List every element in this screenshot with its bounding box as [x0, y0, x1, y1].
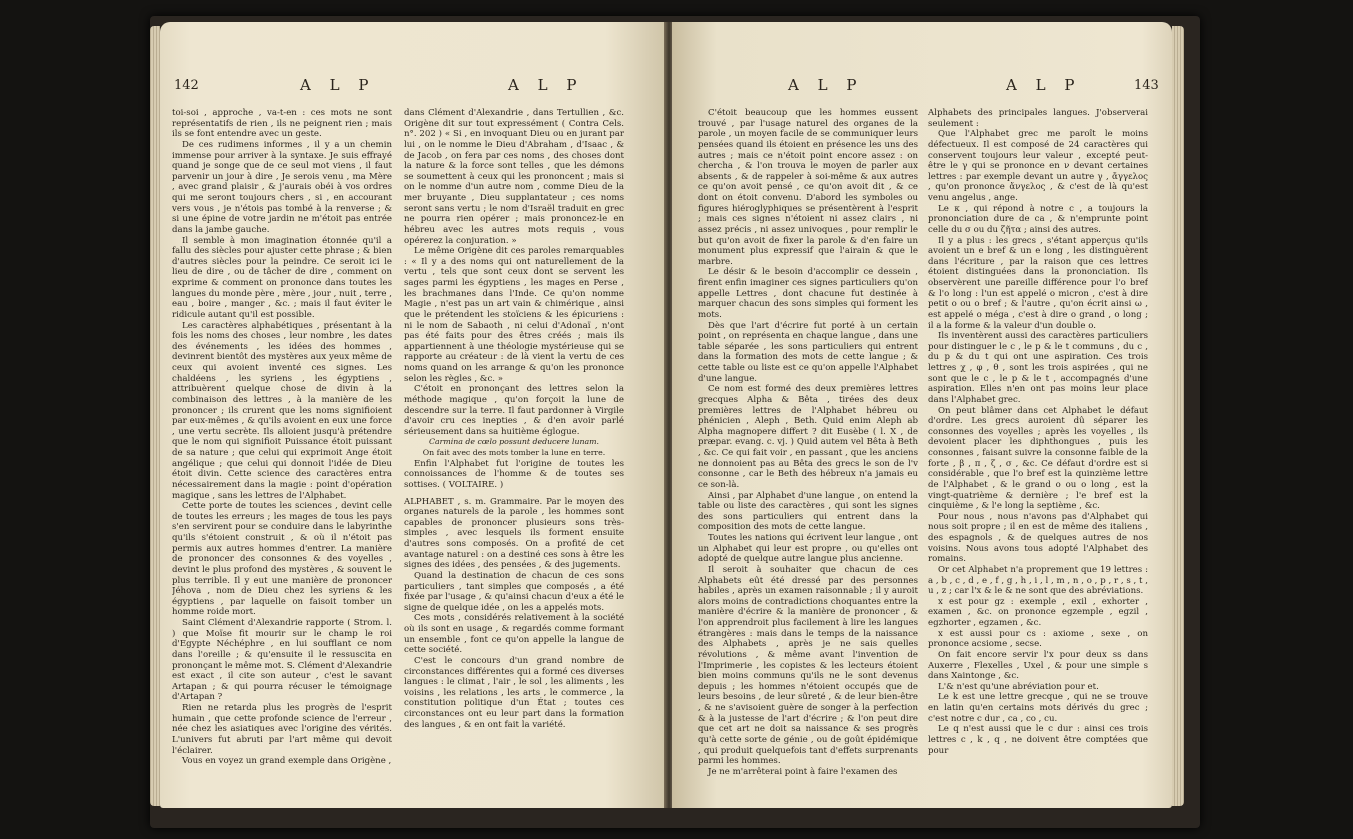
paragraph: x est pour gz : exemple , exil , exhorter , examen , &c. on prononce egzemple , egzil , egzhorter , egzamen , &c.: [928, 596, 1148, 628]
paragraph: Cette porte de toutes les sciences , devint celle de toutes les erreurs ; les mages de tous les pays s'en servirent pour se conduire dans le labyrinthe qu'ils s'étoient construit , & où il n'étoit pas permis aux autres hommes d'entrer. La manière de prononcer des consonnes & des voyelles , devint le plus profond des mystères , & souvent le plus terrible. Il y eut une manière de prononcer Jéhova , nom de Dieu chez les syriens & les égyptiens , par laquelle on faisoit tomber un homme roide mort.: [172, 501, 392, 618]
paragraph: Le k est une lettre grecque , qui ne se trouve en latin qu'en certains mots dérivés du grec ; c'est notre c dur , ca , co , cu.: [928, 692, 1148, 724]
paragraph: Saint Clément d'Alexandrie rapporte ( Strom. l. ) que Moïse fit mourir sur le champ le roi d'Egypte Néchéphre , en lui soufflant ce nom dans l'oreille ; & qu'ensuite il le ressuscita en prononçant le même mot. S. Clément d'Alexandrie est exact , il cite son auteur , c'est le savant Artapan ; & qui pourra récuser le témoignage d'Artapan ?: [172, 618, 392, 703]
left-page-edges: [150, 26, 160, 806]
right-page: [672, 22, 1172, 808]
paragraph: x est aussi pour cs : axiome , sexe , on prononce acsiome , secse.: [928, 628, 1148, 650]
paragraph: Toutes les nations qui écrivent leur langue , ont un Alphabet qui leur est propre , ou qu'elles ont adopté de quelque autre langue plus ancienne.: [698, 533, 918, 565]
paragraph: Quand la destination de chacun de ces sons particuliers , tant simples que composés , a été fixée par l'usage , & qu'ainsi chacun d'eux a été le signe de quelque idée , on les a appelés mots.: [404, 570, 624, 613]
paragraph: Je ne m'arrêterai point à faire l'examen des: [708, 766, 898, 777]
paragraph: Il seroit à souhaiter que chacun de ces Alphabets eût été dressé par des personnes habiles , après un examen raisonnable ; il y auroit alors moins de contradictions choquantes entre la manière d'écrire & la manière de prononcer , & l'on apprendroit plus facilement à lire les langues étrangères : mais dans le temps de la naissance des Alphabets , après je ne sais quelles révolutions , & même avant l'invention de l'Imprimerie , les copistes & les lecteurs étoient bien moins communs qu'ils ne le sont devenus depuis ; les hommes n'étoient occupés que de leurs besoins , de leur sûreté , & de leur bien-être , & ne s'avisoient guère de songer à la perfection & à la justesse de l'art d'écrire ; & l'on peut dire que cet art ne doit sa naissance & ses progrès qu'à cette sorte de génie , ou de goût épidémique , qui produit quelquefois tant d'effets surprenants parmi les hommes.: [698, 564, 918, 767]
paragraph: Vous en voyez un grand exemple dans Origène ,: [182, 756, 392, 767]
latin-quote: Carmina de cœlo possunt deducere lunam.: [428, 437, 600, 447]
right-column-1: [698, 108, 918, 800]
paragraph: C'étoit en prononçant des lettres selon la méthode magique , qu'on forçoit la lune de descendre sur la terre. Il faut pardonner à Virgile d'avoir cru ces inepties , & d'en avoir parlé sérieusement dans sa huitième églogue.: [404, 384, 624, 437]
right-page-number: 143: [1134, 78, 1159, 93]
left-page: [160, 22, 666, 808]
paragraph: On fait encore servir l'x pour deux ss dans Auxerre , Flexelles , Uxel , & pour une simple s dans Xaintonge , &c.: [928, 649, 1148, 682]
paragraph: Enfin l'Alphabet fut l'origine de toutes les connoissances de l'homme & de toutes ses sottises. ( VOLTAIRE. ): [404, 458, 624, 490]
paragraph: Il semble à mon imagination étonnée qu'il a fallu des siècles pour ajuster cette phrase ; & bien d'autres siècles pour la peindre. Ce seroit ici le lieu de dire , ou de tâcher de dire , comment on exprime & comment on prononce dans toutes les langues du monde père , mère , jour , nuit , terre , eau , boire , manger , &c. ; mais il faut éviter le ridicule autant qu'il est possible.: [172, 235, 392, 320]
left-header-2: A L P: [508, 76, 584, 94]
right-header-2: A L P: [1006, 76, 1082, 94]
paragraph: L'& n'est qu'une abréviation pour et.: [938, 681, 1099, 692]
paragraph: Alphabets des principales langues. J'observerai seulement :: [928, 108, 1148, 129]
paragraph: Ce nom est formé des deux premières lettres grecques Alpha & Bêta , tirées des deux premières lettres de l'Alphabet hébreu ou phénicien , Aleph , Beth. Quid enim Aleph ab Alpha magnopere differt ? dit Eusèbe ( l. X , de præpar. evang. c. vj. ) Quid autem vel Bêta à Beth , &c. Ce qui fait voir , en passant , que les anciens ne donnoient pas au Bêta des grecs le son de l'v consonne , car le Beth des hébreux n'a jamais eu ce son-là.: [698, 384, 918, 490]
paragraph: Ces mots , considérés relativement à la société où ils sont en usage , & regardés comme formant un ensemble , font ce qu'on appelle la langue de cette société.: [404, 613, 624, 656]
left-column-2: [404, 108, 624, 800]
paragraph: On peut blâmer dans cet Alphabet le défaut d'ordre. Les grecs auroient dû séparer les consonnes des voyelles ; après les voyelles , ils devoient placer les diphthongues , puis les consonnes , faisant suivre la consonne faible de la forte , β , π , ζ , σ , &c. Ce défaut d'ordre est si considérable , que l'o bref est la quinzième lettre de l'Alphabet , & le grand o ou o long , est la vingt-quatrième & dernière ; l'e bref est la cinquième , & l'e long la septième , &c.: [928, 405, 1148, 512]
paragraph: Or cet Alphabet n'a proprement que 19 lettres : a , b , c , d , e , f , g , h , i , l , m , n , o , p , r , s , t , u , z ; car l'x & le & ne sont que des abréviations.: [928, 564, 1148, 597]
quote-translation: On fait avec des mots tomber la lune en terre.: [422, 448, 606, 457]
left-header-1: A L P: [300, 76, 376, 94]
paragraph: Pour nous , nous n'avons pas d'Alphabet qui nous soit propre ; il en est de même des italiens , des espagnols , & de quelques autres de nos voisins. Nous avons tous adopté l'Alphabet des romains.: [928, 511, 1148, 565]
paragraph: De ces rudimens informes , il y a un chemin immense pour arriver à la syntaxe. Je suis effrayé quand je songe que de ce seul mot viens , il faut parvenir un jour à dire , Je serois venu , ma Mère , avec grand plaisir , & j'aurais obéi à vos ordres qui me seront toujours chers , si , en accourant vers vous , je n'étois pas tombé à la renverse ; & si une épine de votre jardin ne m'étoit pas entrée dans la jambe gauche.: [172, 139, 392, 235]
paragraph: dans Clément d'Alexandrie , dans Tertullien , &c. Origène dit sur tout expressément ( Contra Cels. n°. 202 ) « Si , en invoquant Dieu ou en jurant par lui , on le nomme le Dieu d'Abraham , d'Isaac , & de Jacob , on fera par ces noms , des choses dont la nature & la force sont telles , que les démons se soumettent à ceux qui les prononcent ; mais si on le nomme d'un autre nom , comme Dieu de la mer bruyante , Dieu supplantateur ; ces noms seront sans vertu ; le nom d'Israël traduit en grec ne pourra rien opérer ; mais prononcez-le en hébreu avec les autres mots requis , vous opérerez la conjuration. »: [404, 108, 624, 246]
paragraph: Le q n'est aussi que le c dur : ainsi ces trois lettres c , k , q , ne doivent être comptées que pour: [928, 724, 1148, 756]
paragraph: Les caractères alphabétiques , présentant à la fois les noms des choses , leur nombre , les dates des événements , les idées des hommes , devinrent bientôt des mystères aux yeux même de ceux qui avoient inventé ces signes. Les chaldéens , les syriens , les égyptiens , attribuèrent quelque chose de divin à la combinaison des lettres , à la manière de les prononcer ; ils crurent que les noms signifioient par eux-mêmes , & qu'ils avoient en eux une force , une vertu secrète. Ils alloient jusqu'à prétendre que le nom qui signifioit Puissance étoit puissant de sa nature ; que celui qui exprimoit Ange étoit angélique ; que celui qui donnoit l'idée de Dieu étoit divin. Cette science des caractères entra nécessairement dans la magie : point d'opération magique , sans les lettres de l'Alphabet.: [172, 320, 392, 501]
paragraph: C'étoit beaucoup que les hommes eussent trouvé , par l'usage naturel des organes de la parole , un moyen facile de se communiquer leurs pensées quand ils étoient en présence les uns des autres ; mais ce n'étoit point encore assez : on chercha , & l'on trouva le moyen de parler aux absents , & de rappeler à soi-même & aux autres ce qu'on avoit pensé , ce qu'on avoit dit , & ce dont on étoit convenu. D'abord les symboles ou figures hiéroglyphiques se présentèrent à l'esprit ; mais ces signes n'étoient ni assez clairs , ni assez précis , ni assez univoques , pour remplir le but qu'on avoit de fixer la parole & d'en faire un monument plus expressif que l'airain & que le marbre.: [698, 108, 918, 267]
paragraph: Dès que l'art d'écrire fut porté à un certain point , on représenta en chaque langue , dans une table séparée , les sons particuliers qui entrent dans la formation des mots de cette langue ; & cette table ou liste est ce qu'on appelle l'Alphabet d'une langue.: [698, 320, 918, 384]
paragraph: Ainsi , par Alphabet d'une langue , on entend la table ou liste des caractères , qui sont les signes des sons particuliers qui entrent dans la composition des mots de cette langue.: [698, 490, 918, 533]
right-header-1: A L P: [788, 76, 864, 94]
paragraph: Que l'Alphabet grec me paroît le moins défectueux. Il est composé de 24 caractères qui conservent toujours leur valeur , excepté peut-être le γ qui se prononce en ν devant certaines lettres : par exemple devant un autre γ , ἄγγελος , qu'on prononce ἄνγελος , & c'est de là qu'est venu angelus , ange.: [928, 129, 1148, 203]
paragraph: Le désir & le besoin d'accomplir ce dessein , firent enfin imaginer ces signes particuliers qu'on appelle Lettres , dont chacune fut destinée à marquer chacun des sons simples qui forment les mots.: [698, 267, 918, 320]
left-page-number: 142: [174, 78, 199, 93]
paragraph: Le κ , qui répond à notre c , a toujours la prononciation dure de ca , & n'emprunte point celle du σ ou du ζῆτα ; ainsi des autres.: [928, 203, 1148, 235]
paragraph: C'est le concours d'un grand nombre de circonstances différentes qui a formé ces diverses langues : le climat , l'air , le sol , les aliments , les voisins , les relations , les arts , le commerce , la constitution politique d'un État ; toutes ces circonstances ont eu leur part dans la formation des langues , & en ont fait la variété.: [404, 655, 624, 730]
article-heading-paragraph: ALPHABET , s. m. Grammaire. Par le moyen des organes naturels de la parole , les hommes sont capables de prononcer plusieurs sons très-simples , avec lesquels ils forment ensuite d'autres sons composés. On a profité de cet avantage naturel : on a destiné ces sons à être les signes des idées , des pensées , & des jugements.: [404, 496, 624, 571]
right-column-2: [928, 108, 1148, 800]
paragraph: Il y a plus : les grecs , s'étant apperçus qu'ils avoient un e bref & un e long , les distinguèrent dans l'écriture , par la raison que ces lettres étoient distinguées dans la prononciation. Ils observèrent une pareille différence pour l'o bref & l'o long : l'un est appelé o micron , c'est à dire petit o ou o bref ; & l'autre , qu'on écrit ainsi ω , est appelé o méga , c'est à dire o grand , o long ; il a la forme & la valeur d'un double o.: [928, 235, 1148, 331]
paragraph: Le même Origène dit ces paroles remarquables : « Il y a des noms qui ont naturellement de la vertu , tels que sont ceux dont se servent les sages parmi les égyptiens , les mages en Perse , les brachmanes dans l'Inde. Ce qu'on nomme Magie , n'est pas un art vain & chimérique , ainsi que le prétendent les stoïciens & les épicuriens : ni le nom de Sabaoth , ni celui d'Adonaï , n'ont pas été faits pour des êtres créés ; mais ils appartiennent à une théologie mystérieuse qui se rapporte au créateur : de là vient la vertu de ces noms quand on les arrange & qu'on les prononce selon les règles , &c. »: [404, 246, 624, 384]
right-page-edges: [1172, 26, 1184, 806]
paragraph: Rien ne retarda plus les progrès de l'esprit humain , que cette profonde science de l'erreur , née chez les asiatiques avec l'origine des vérités. L'univers fut abruti par l'art même qui devoit l'éclairer.: [172, 703, 392, 756]
left-column-1: [172, 108, 392, 800]
paragraph: Ils inventèrent aussi des caractères particuliers pour distinguer le c , le p & le t communs , du c , du p & du t qui ont une aspiration. Ces trois lettres χ , φ , θ , sont les trois aspirées , qui ne sont que le c , le p & le t , accompagnés d'une aspiration. Elles n'en ont pas moins leur place dans l'Alphabet grec.: [928, 331, 1148, 405]
paragraph: toi-soi , approche , va-t-en : ces mots ne sont représentatifs de rien , ils ne peignent rien ; mais ils se font entendre avec un geste.: [172, 108, 392, 140]
